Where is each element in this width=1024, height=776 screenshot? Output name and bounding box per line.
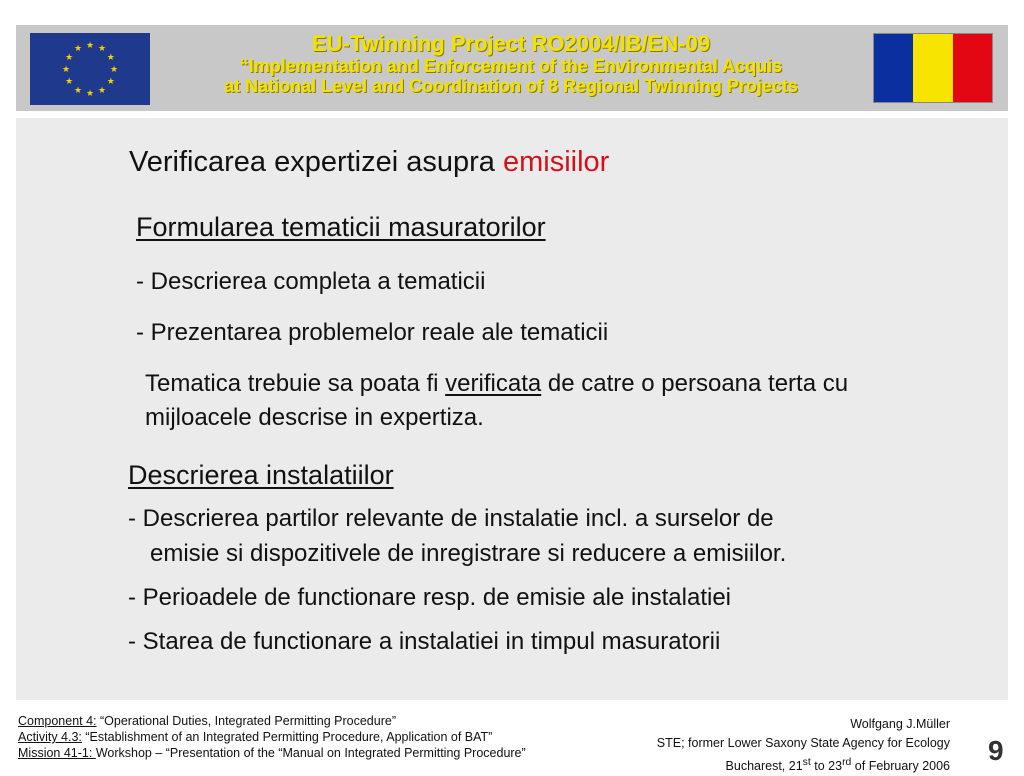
eu-star-icon: ★ bbox=[65, 76, 74, 86]
footer-author: Wolfgang J.Müller bbox=[850, 717, 950, 731]
romania-flag-red-stripe bbox=[953, 34, 992, 102]
eu-star-icon: ★ bbox=[106, 52, 115, 62]
bullet-prezentarea-problemelor: - Prezentarea problemelor reale ale tematicii bbox=[136, 319, 609, 346]
section-heading-formularea: Formularea tematicii masuratorilor bbox=[136, 212, 546, 242]
footer-mission-label: Mission 41-1: bbox=[18, 746, 96, 760]
footer-mission-text: Workshop – “Presentation of the “Manual on Integrated Permitting Procedure” bbox=[95, 746, 526, 760]
footer-activity bbox=[18, 729, 526, 745]
slide-title bbox=[129, 146, 609, 179]
note-line2: mijloacele descrise in expertiza. bbox=[145, 404, 484, 431]
section-heading-descrierea-instalatiilor: Descrierea instalatiilor bbox=[128, 460, 394, 490]
note-part1: Tematica trebuie sa poata fi bbox=[145, 370, 446, 397]
footer-mission bbox=[18, 745, 526, 761]
eu-star-icon: ★ bbox=[97, 43, 107, 54]
romania-flag-icon bbox=[873, 33, 993, 103]
note-underlined-word: verificata bbox=[445, 370, 542, 397]
project-title: EU-Twinning Project RO2004/IB/EN-09 bbox=[311, 31, 711, 56]
footer-project-info bbox=[18, 713, 526, 761]
project-subtitle-line1: “Implementation and Enforcement of the Environmental Acquis bbox=[239, 56, 783, 76]
footer-location-mid: to 23 bbox=[810, 759, 843, 774]
footer-activity-label: Activity 4.3: bbox=[18, 730, 82, 744]
slide-title-prefix: Verificarea expertizei asupra bbox=[129, 146, 503, 178]
note-part2: de catre o persoana terta cu bbox=[541, 370, 849, 397]
eu-star-icon: ★ bbox=[85, 88, 95, 98]
eu-star-icon: ★ bbox=[65, 52, 74, 62]
header-text bbox=[150, 32, 872, 96]
bullet-descrierea-completa: - Descrierea completa a tematicii bbox=[136, 268, 486, 295]
footer-affiliation: STE; former Lower Saxony State Agency for Ecology bbox=[656, 736, 950, 750]
footer-location-suffix: of February 2006 bbox=[851, 759, 950, 774]
project-subtitle-line2: at National Level and Coordination of 8 Regional Twinning Projects bbox=[224, 76, 798, 96]
eu-flag-icon bbox=[30, 33, 150, 105]
eu-star-icon: ★ bbox=[106, 76, 115, 86]
page-number: 9 bbox=[988, 735, 1004, 766]
eu-star-icon: ★ bbox=[73, 84, 83, 95]
footer-location-date bbox=[657, 753, 950, 776]
footer-sup-rd: rd bbox=[842, 757, 852, 768]
eu-star-icon: ★ bbox=[73, 43, 83, 54]
eu-star-icon: ★ bbox=[61, 64, 71, 74]
footer-sup-st: st bbox=[802, 757, 811, 768]
eu-star-icon: ★ bbox=[97, 84, 107, 95]
footer-component-label: Component 4: bbox=[18, 714, 97, 728]
bullet-partilor-relevante-line2: emisie si dispozitivele de inregistrare si reducere a emisiilor. bbox=[150, 540, 787, 567]
footer-activity-text: “Establishment of an Integrated Permitting Procedure, Application of BAT” bbox=[81, 730, 493, 744]
footer-location-prefix: Bucharest, 21 bbox=[725, 759, 803, 774]
footer-component-text: “Operational Duties, Integrated Permitting Procedure” bbox=[96, 714, 396, 728]
eu-star-icon: ★ bbox=[85, 40, 95, 50]
footer-author-info bbox=[657, 715, 950, 776]
footer-component bbox=[18, 713, 526, 729]
bullet-partilor-relevante-line1: - Descrierea partilor relevante de instalatie incl. a surselor de bbox=[128, 505, 774, 532]
eu-star-icon: ★ bbox=[109, 64, 119, 74]
slide-title-accent: emisiilor bbox=[502, 146, 610, 178]
note-line1 bbox=[145, 370, 848, 398]
romania-flag-blue-stripe bbox=[874, 34, 913, 102]
romania-flag-yellow-stripe bbox=[913, 34, 952, 102]
bullet-perioadele: - Perioadele de functionare resp. de emisie ale instalatiei bbox=[128, 584, 732, 611]
bullet-starea: - Starea de functionare a instalatiei in timpul masuratorii bbox=[128, 628, 721, 655]
